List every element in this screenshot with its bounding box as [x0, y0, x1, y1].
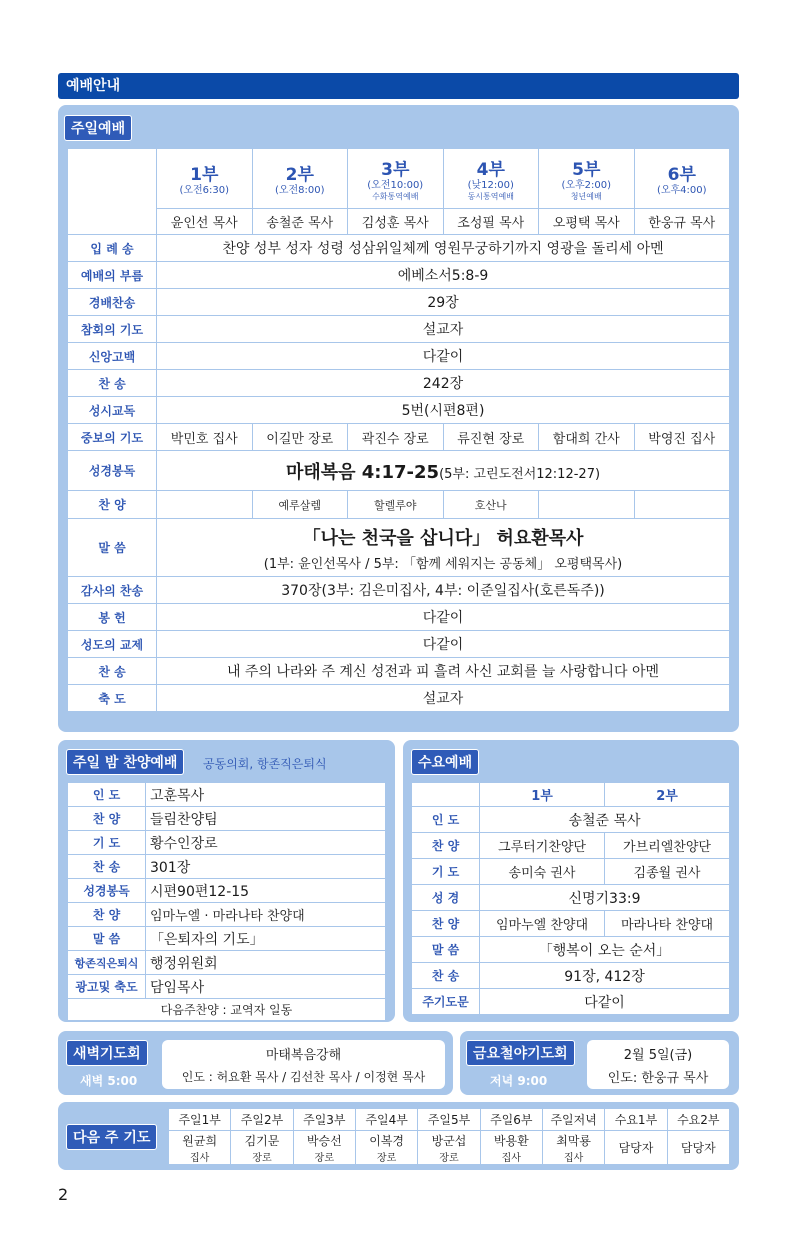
dawn-title: 마태복음강해	[265, 1048, 342, 1063]
section-header: 예배안내	[58, 73, 739, 99]
friday-leader: 인도: 한웅규 목사	[607, 1071, 709, 1086]
friday-tag: 금요철야기도회	[466, 1040, 575, 1066]
service-2: 2부 (오전8:00)	[252, 149, 348, 209]
friday-box	[587, 1040, 729, 1089]
dawn-time: 새벽 5:00	[80, 1074, 138, 1088]
next-prayer-table: 주일1부 주일2부 주일3부 주일4부 주일5부 주일6부 주일저녁 수요1부 수요2부 원균희 집사 김기문 장로 박승선 장로 이복경 장로 방군섭 장로 박용환 집사 최막룡 집사 담당자 담당자	[168, 1108, 730, 1165]
sunday-night-subtitle: 공동의회, 항존직은퇴식	[203, 757, 327, 771]
sunday-night-table: 인 도 고훈목사 찬 양 들림찬양팀 기 도 황수인장로 찬 송 301장 성경봉독 시편90편12-15 찬 양 임마누엘 · 마라나타 찬양대 말 씀 「은퇴자의 기도」 항존직은퇴식 행정위원회 광고및 축도 담임목사 다음주찬양 : 교역자 일동	[67, 782, 386, 1021]
dawn-leaders: 인도 : 허요환 목사 / 김선찬 목사 / 이정현 목사	[181, 1070, 426, 1084]
service-3: 3부 (오전10:00) 수화통역예배	[348, 149, 444, 209]
dawn-box	[162, 1040, 445, 1089]
sunday-night-tag: 주일 밤 찬양예배	[66, 749, 184, 775]
service-1: 1부 (오전6:30)	[157, 149, 253, 209]
service-6: 6부 (오후4:00)	[634, 149, 730, 209]
sunday-tag: 주일예배	[64, 115, 132, 141]
wednesday-tag: 수요예배	[411, 749, 479, 775]
page-number: 2	[58, 1185, 69, 1204]
dawn-tag: 새벽기도회	[66, 1040, 148, 1066]
next-prayer-tag: 다음 주 기도	[66, 1124, 157, 1150]
service-header-row	[68, 149, 730, 209]
service-5: 5부 (오후2:00) 청년예배	[539, 149, 635, 209]
service-4: 4부 (낮12:00) 동시통역예배	[443, 149, 539, 209]
sunday-table: 1부 (오전6:30) 2부 (오전8:00) 3부 (오전10:00) 수화통역예배 4부 (낮12:00) 동시통역예배 5부 (오후2:00) 청년예배 6부 (오후4:00) 윤인선 목사 송철준 목사 김성훈 목사 조성필 목사 오평택 목사 한웅규 목사 입 례 송 찬양 성부 성자 성령 성삼위일체께 영원무궁하기까지 영광을 돌리세 아멘 예배의 부름 에베소서5:8-9 경배찬송 29장 참회의 기도 설교자 신앙고백 다같이 찬 송 242장 성시교독 5번(시편8편) 중보의 기도 박민호 집사 이길만 장로 곽진수 장로 류진현 장로 함대희 간사 박영진 집사 성경봉독 마태복음 4:17-25(5부: 고린도전서12:12-27) 찬 양 예루살렘 할렐루야 호산나 말 씀 「나는 천국을 삽니다」 허요환목사 (1부: 윤인선목사 / 5부: 「함께 세워지는 공동체」 오평택목사) 감사의 찬송 370장(3부: 김은미집사, 4부: 이준일집사(호른독주)) 봉 헌 다같이 성도의 교제 다같이 찬 송 내 주의 나라와 주 계신 성전과 피 흘려 사신 교회를 늘 사랑합니다 아멘 축 도 설교자	[67, 148, 730, 712]
wednesday-table: 1부 2부 인 도 송철준 목사 찬 양 그루터기찬양단 가브리엘찬양단 기 도 송미숙 권사 김종월 권사 성 경 신명기33:9 찬 양 임마누엘 찬양대 마라나타 찬양대 말 씀 「행복이 오는 순서」 찬 송 91장, 412장 주기도문 다같이	[411, 782, 730, 1015]
friday-date: 2월 5일(금)	[623, 1048, 693, 1063]
pastor-row: 윤인선 목사 송철준 목사 김성훈 목사 조성필 목사 오평택 목사 한웅규 목사	[68, 209, 730, 235]
friday-time: 저녁 9:00	[490, 1074, 548, 1088]
